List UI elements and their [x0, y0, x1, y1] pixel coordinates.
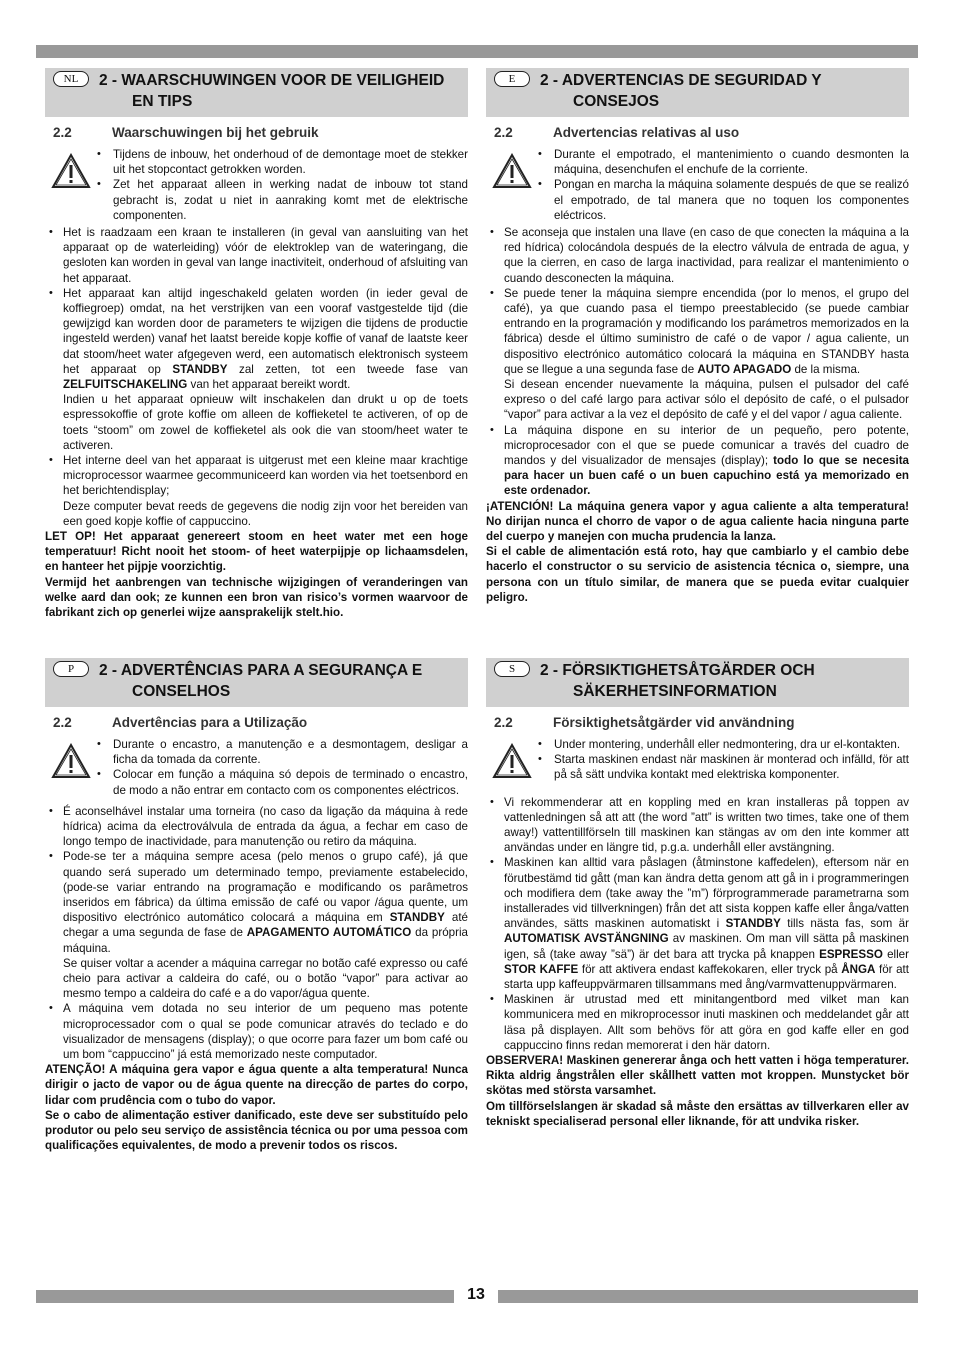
section-header [45, 658, 468, 707]
caution-note: OBSERVERA! Maskinen genererar ånga och hett vatten i höga temperaturer. Rikta aldrig ångstrålen eller skållhett vatten mot kroppen. Munstycket bör skötas med största varsamhet. [486, 1054, 909, 1098]
list-item [45, 849, 468, 1001]
text-run: Maskinen kan alltid vara påslagen (åtminstone kaffedelen), eftersom när en förutbestämd tid gått (man kan ändra detta genom att gå in i programmeringen och modifiera dem (take away the ”m”) förprogrammerade parametrarna som installerades vid tillverkningen) från det att sista koppen kaffe eller ånga/vatten användes, sätts maskinen automatiskt i [504, 856, 909, 931]
subsection-heading [45, 715, 468, 735]
caution-note: LET OP! Het apparaat genereert stoom en heet water met een hoge temperatuur! Richt nooit het stoom- of heet waterpijpje op lichaamsdelen, en hanteer het pijpje voorzichtig. [45, 530, 468, 574]
text-run: tills nästa fas, som är [780, 917, 909, 931]
section-header [486, 658, 909, 707]
caution-note: ATENÇÃO! A máquina gera vapor e água quente a alta temperatura! Nunca dirigir o jacto de vapor ou de água quente na direcção de partes do corpo, lidar com prudência com o tubo do vapor. [45, 1063, 468, 1107]
section-title: 2 - ADVERTÊNCIAS PARA A SEGURANÇA E CONSELHOS [99, 662, 423, 700]
warning-block [486, 147, 909, 223]
language-badge: NL [53, 71, 89, 87]
list-item [45, 453, 468, 529]
list-item [486, 423, 909, 499]
caution-note: Si el cable de alimentación está roto, hay que cambiarlo y el cambio debe hacerlo el constructor o su servicio de asistencia técnica o, siempre, una persona con un título similar, de manera que se pueda evitar cualquier peligro. [486, 545, 909, 604]
subsection-heading [45, 125, 468, 145]
subsection-number: 2.2 [494, 125, 513, 140]
warning-triangle-icon [492, 743, 532, 779]
warning-item: • Durante o encastro, a manutenção e a desmontagem, desligar a ficha da tomada da corrente. [97, 737, 468, 767]
list-item: • É aconselhável instalar uma torneira (no caso da ligação da máquina à rede hídrica) acima da electroválvula de entrada da água, a fechar em caso de longo tempo de inactividade, para manutenção ou retiro da máquina. [45, 804, 468, 850]
warning-block [486, 737, 909, 783]
warning-item: • Durante el empotrado, el mantenimiento o cuando desmonten la máquina, desenchufen el enchufe de la corriente. [538, 147, 909, 177]
subsection-title: Advertências para a Utilização [112, 715, 308, 730]
warning-item: • Pongan en marcha la máquina solamente después de que se realizó el empotrado, de tal manera que no toquen los componentes eléctricos. [538, 177, 909, 223]
continuation-paragraph: Indien u het apparaat opnieuw wilt inschakelen dan drukt u op de toets espressokoffie of grote koffie om alleen de koffieketel te activeren, of op de toets “stoom” om zowel de koffieketel als ook die van stoom/heet water te activeren. [63, 393, 468, 452]
text-run-bold: STOR KAFFE [504, 962, 579, 976]
text-run: zal zetten, tot een tweede fase van [227, 362, 468, 376]
list-item [486, 855, 909, 992]
subsection-title: Advertencias relativas al uso [553, 125, 740, 140]
list-item [45, 286, 468, 453]
subsection-number: 2.2 [53, 715, 72, 730]
warning-item: • Under montering, underhåll eller nedmontering, dra ur el-kontakten. [538, 737, 909, 752]
subsection-number: 2.2 [53, 125, 72, 140]
text-run: Se puede tener la máquina siempre encendida (por lo menos, el grupo del café), ya que cuando pasa el tiempo preestablecido (se puede cambiar entrando en la programación y modificando los parámetros memorizados en la fábrica) desde el último suministro de café o de vapor / agua caliente, un dispositivo electrónico automático colocará la máquina en STANDBY hasta que se llegue a una segunda fase de [504, 286, 909, 376]
page-number: 13 [467, 1286, 485, 1303]
text-run: de la misma. [791, 362, 861, 376]
subsection-title: Waarschuwingen bij het gebruik [112, 125, 319, 140]
text-run-bold: STANDBY [389, 911, 445, 925]
text-run: av maskinen. Om man vill sätta på maskinen igen, så (take away ”sä”) är det bara att trycka på knappen [504, 932, 910, 961]
list-item [486, 286, 909, 423]
caution-note: Vermijd het aanbrengen van technische wijzigingen of veranderingen van welke aard dan ook; ze kunnen een bron van risico’s vormen waarvoor de fabrikant zich op generlei wijze aansprakelijk stelt.hio. [45, 575, 468, 620]
text-run-bold: ESPRESSO [819, 947, 883, 961]
text-run-bold: ZELFUITSCHAKELING [63, 378, 188, 392]
text-run-bold: APAGAMENTO AUTOMÁTICO [246, 926, 412, 940]
subsection-title: Försiktighetsåtgärder vid användning [553, 715, 795, 730]
section-title: 2 - FÖRSIKTIGHETSÅTGÄRDER OCH SÄKERHETSINFORMATION [540, 662, 815, 700]
section-header [45, 68, 468, 117]
subsection-heading [486, 125, 909, 145]
language-badge: S [494, 661, 530, 677]
caution-note: Se o cabo de alimentação estiver danificado, este deve ser substituído pelo produtor ou pelo seu serviço de assistência técnica ou por uma pessoa com qualificações equivalentes, de modo a prevenir todos os riscos. [45, 1108, 468, 1153]
subsection-number: 2.2 [494, 715, 513, 730]
caution-note: ¡ATENCIÓN! La máquina genera vapor y agua caliente a alta temperatura! No dirijan nunca el chorro de vapor o de agua caliente hacia ninguna parte del cuerpo y manejen con mucha prudencia la lanza. [486, 499, 909, 544]
text-run: Pode-se ter a máquina sempre acesa (pelo menos o grupo café), já que quando será superado um determinado tempo, previamente estabelecido, (pode-se variar entrando na programação e modificando os parâmetros inseridos em fábrica) da última emissão de café ou vapor /água quente, um dispositivo electrónico automático colocará a máquina em [63, 850, 468, 925]
section-e [486, 68, 909, 605]
continuation-paragraph: Se quiser voltar a acender a máquina carregar no botão café expresso ou café cheio para activar a caldeira do café, ou o botão “vapor” para activar ao mesmo tempo a caldeira do café e a do vapor/água quente. [63, 956, 468, 1001]
text-run: eller [882, 947, 909, 961]
warning-item: • Tijdens de inbouw, het onderhoud of de demontage moet de stekker uit het stopcontact getrokken worden. [97, 147, 468, 177]
warning-item: • Starta maskinen endast när maskinen är monterad och infälld, för att på så sätt undvika kontakt med elektriska komponenter. [538, 752, 909, 782]
warning-triangle-icon [51, 743, 91, 779]
text-run-bold: STANDBY [172, 362, 228, 376]
warning-triangle-icon [51, 153, 91, 189]
text-run: van het apparaat bereikt wordt. [187, 378, 351, 392]
warning-triangle-icon [492, 153, 532, 189]
section-s [486, 658, 909, 1129]
section-p [45, 658, 468, 1153]
section-title: 2 - ADVERTENCIAS DE SEGURIDAD Y CONSEJOS [540, 72, 822, 110]
language-badge: P [53, 661, 89, 677]
text-run-bold: ÅNGA [841, 962, 876, 976]
list-item: • Vi rekommenderar att en koppling med en kran installeras på toppen av vattenledningen så att att (the word ”att” is written two times, take one of them away!) vattentillförseln till maskinen kan stängas av om den inte kommer att användas under en längre tid, p.g.a. underhåll eller avstängning. [486, 795, 909, 856]
subsection-heading [486, 715, 909, 735]
language-badge: E [494, 71, 530, 87]
list-item: • Maskinen är utrustad med ett minitangentbord med vilket man kan kommunicera med en mikroprocessor inuti maskinen och meddelandet går att läsa på displayen. Allt som behövs för att göra en god kaffe eller en god cappuccino finns redan memorerat i den här datorn. [486, 992, 909, 1053]
section-title: 2 - WAARSCHUWINGEN VOOR DE VEILIGHEID EN TIPS [99, 72, 445, 110]
text-run: La máquina dispone en su interior de un pequeño, pero potente, microprocesador con el que se puede comunicar a través del cuadro de mandos y del visualizador de mensajes (display); [504, 423, 909, 468]
list-item: • Se aconseja que instalen una llave (en caso de que conecten la máquina a la red hídrica) colocándola después de la electro válvula de entrada de agua, y que la cierren, en caso de larga inactividad, para realizar el mantenimiento o cuando desconecten la máquina. [486, 225, 909, 286]
continuation-paragraph: Deze computer bevat reeds de gegevens die nodig zijn voor het bereiden van een goed kopje koffie of cappuccino. [63, 499, 468, 528]
text-run: da própria máquina. [63, 926, 468, 955]
list-item: • A máquina vem dotada no seu interior de um pequeno mas potente microprocessador com o qual se pode comunicar através do teclado e do visualizador de mensagens (display); o que ocorre para fazer um bom café ou um bom “cappuccino” já está memorizado neste computador. [45, 1001, 468, 1062]
warning-block [45, 737, 468, 798]
text-run: Het interne deel van het apparaat is uitgerust met een kleine maar krachtige microprocessor waarmee gecommuniceerd kan worden via het toetsenbord en het berichtendisplay; [63, 454, 468, 498]
warning-block [45, 147, 468, 223]
text-run: för att starta upp kaffeuppvärmaren tillsammans med ång/varmvattenuppvärmaren. [504, 962, 909, 992]
warning-item: • Colocar em função a máquina só depois de terminado o encastro, de modo a não entrar em contacto com os componentes eléctricos. [97, 767, 468, 797]
text-run-bold: AUTO APAGADO [697, 362, 792, 376]
top-rule [36, 45, 918, 58]
warning-item: • Zet het apparaat alleen in werking nadat de inbouw tot stand gebracht is, zodat u niet in aanraking komt met de elektrische componenten. [97, 177, 468, 223]
text-run-bold: todo lo que se necesita para hacer un buen café o un buen capuchino está ya memorizado en este ordenador. [504, 454, 909, 498]
text-run: até chegar a uma segunda de fase de [63, 911, 468, 940]
continuation-paragraph: Si desean encender nuevamente la máquina, pulsen el pulsador del café expreso o del café largo para activar sólo el depósito de café, o el pulsador “vapor” para activar a la vez el depósito de café y el del vapor / agua caliente. [504, 378, 909, 422]
list-item: • Het is raadzaam een kraan te installeren (in geval van aansluiting van het apparaat op de waterleiding) vóór de elektroklep van de wateringang, die gesloten kan worden in geval van lange inactiviteit, onderhoud of afsluiting van het apparaat. [45, 225, 468, 286]
text-run: Het apparaat kan altijd ingeschakeld gelaten worden (in ieder geval de koffiegroep) omdat, na het verstrijken van een vooraf vastgestelde tijd (die gewijzigd kan worden door de parameters te wijzigen die tijdens de productie ingesteld werden) vanaf het laatst bereide kopje koffie of vanaf de laatste keer dat stoom/heet water afgegeven werd, een automatisch elektronisch systeem het apparaat op [63, 286, 468, 376]
text-run-bold: STANDBY [725, 917, 781, 931]
text-run: för att aktivera endast kaffekokaren, eller tryck på [578, 962, 842, 976]
section-header [486, 68, 909, 117]
caution-note: Om tillförselslangen är skadad så måste den ersättas av tillverkaren eller av tekniskt specialiserad personal eller liknande, för att undvika risker. [486, 1099, 909, 1128]
bottom-rule-left [36, 1290, 454, 1303]
bottom-rule-right [498, 1290, 918, 1303]
section-nl [45, 68, 468, 620]
text-run-bold: AUTOMATISK AVSTÄNGNING [504, 932, 669, 946]
